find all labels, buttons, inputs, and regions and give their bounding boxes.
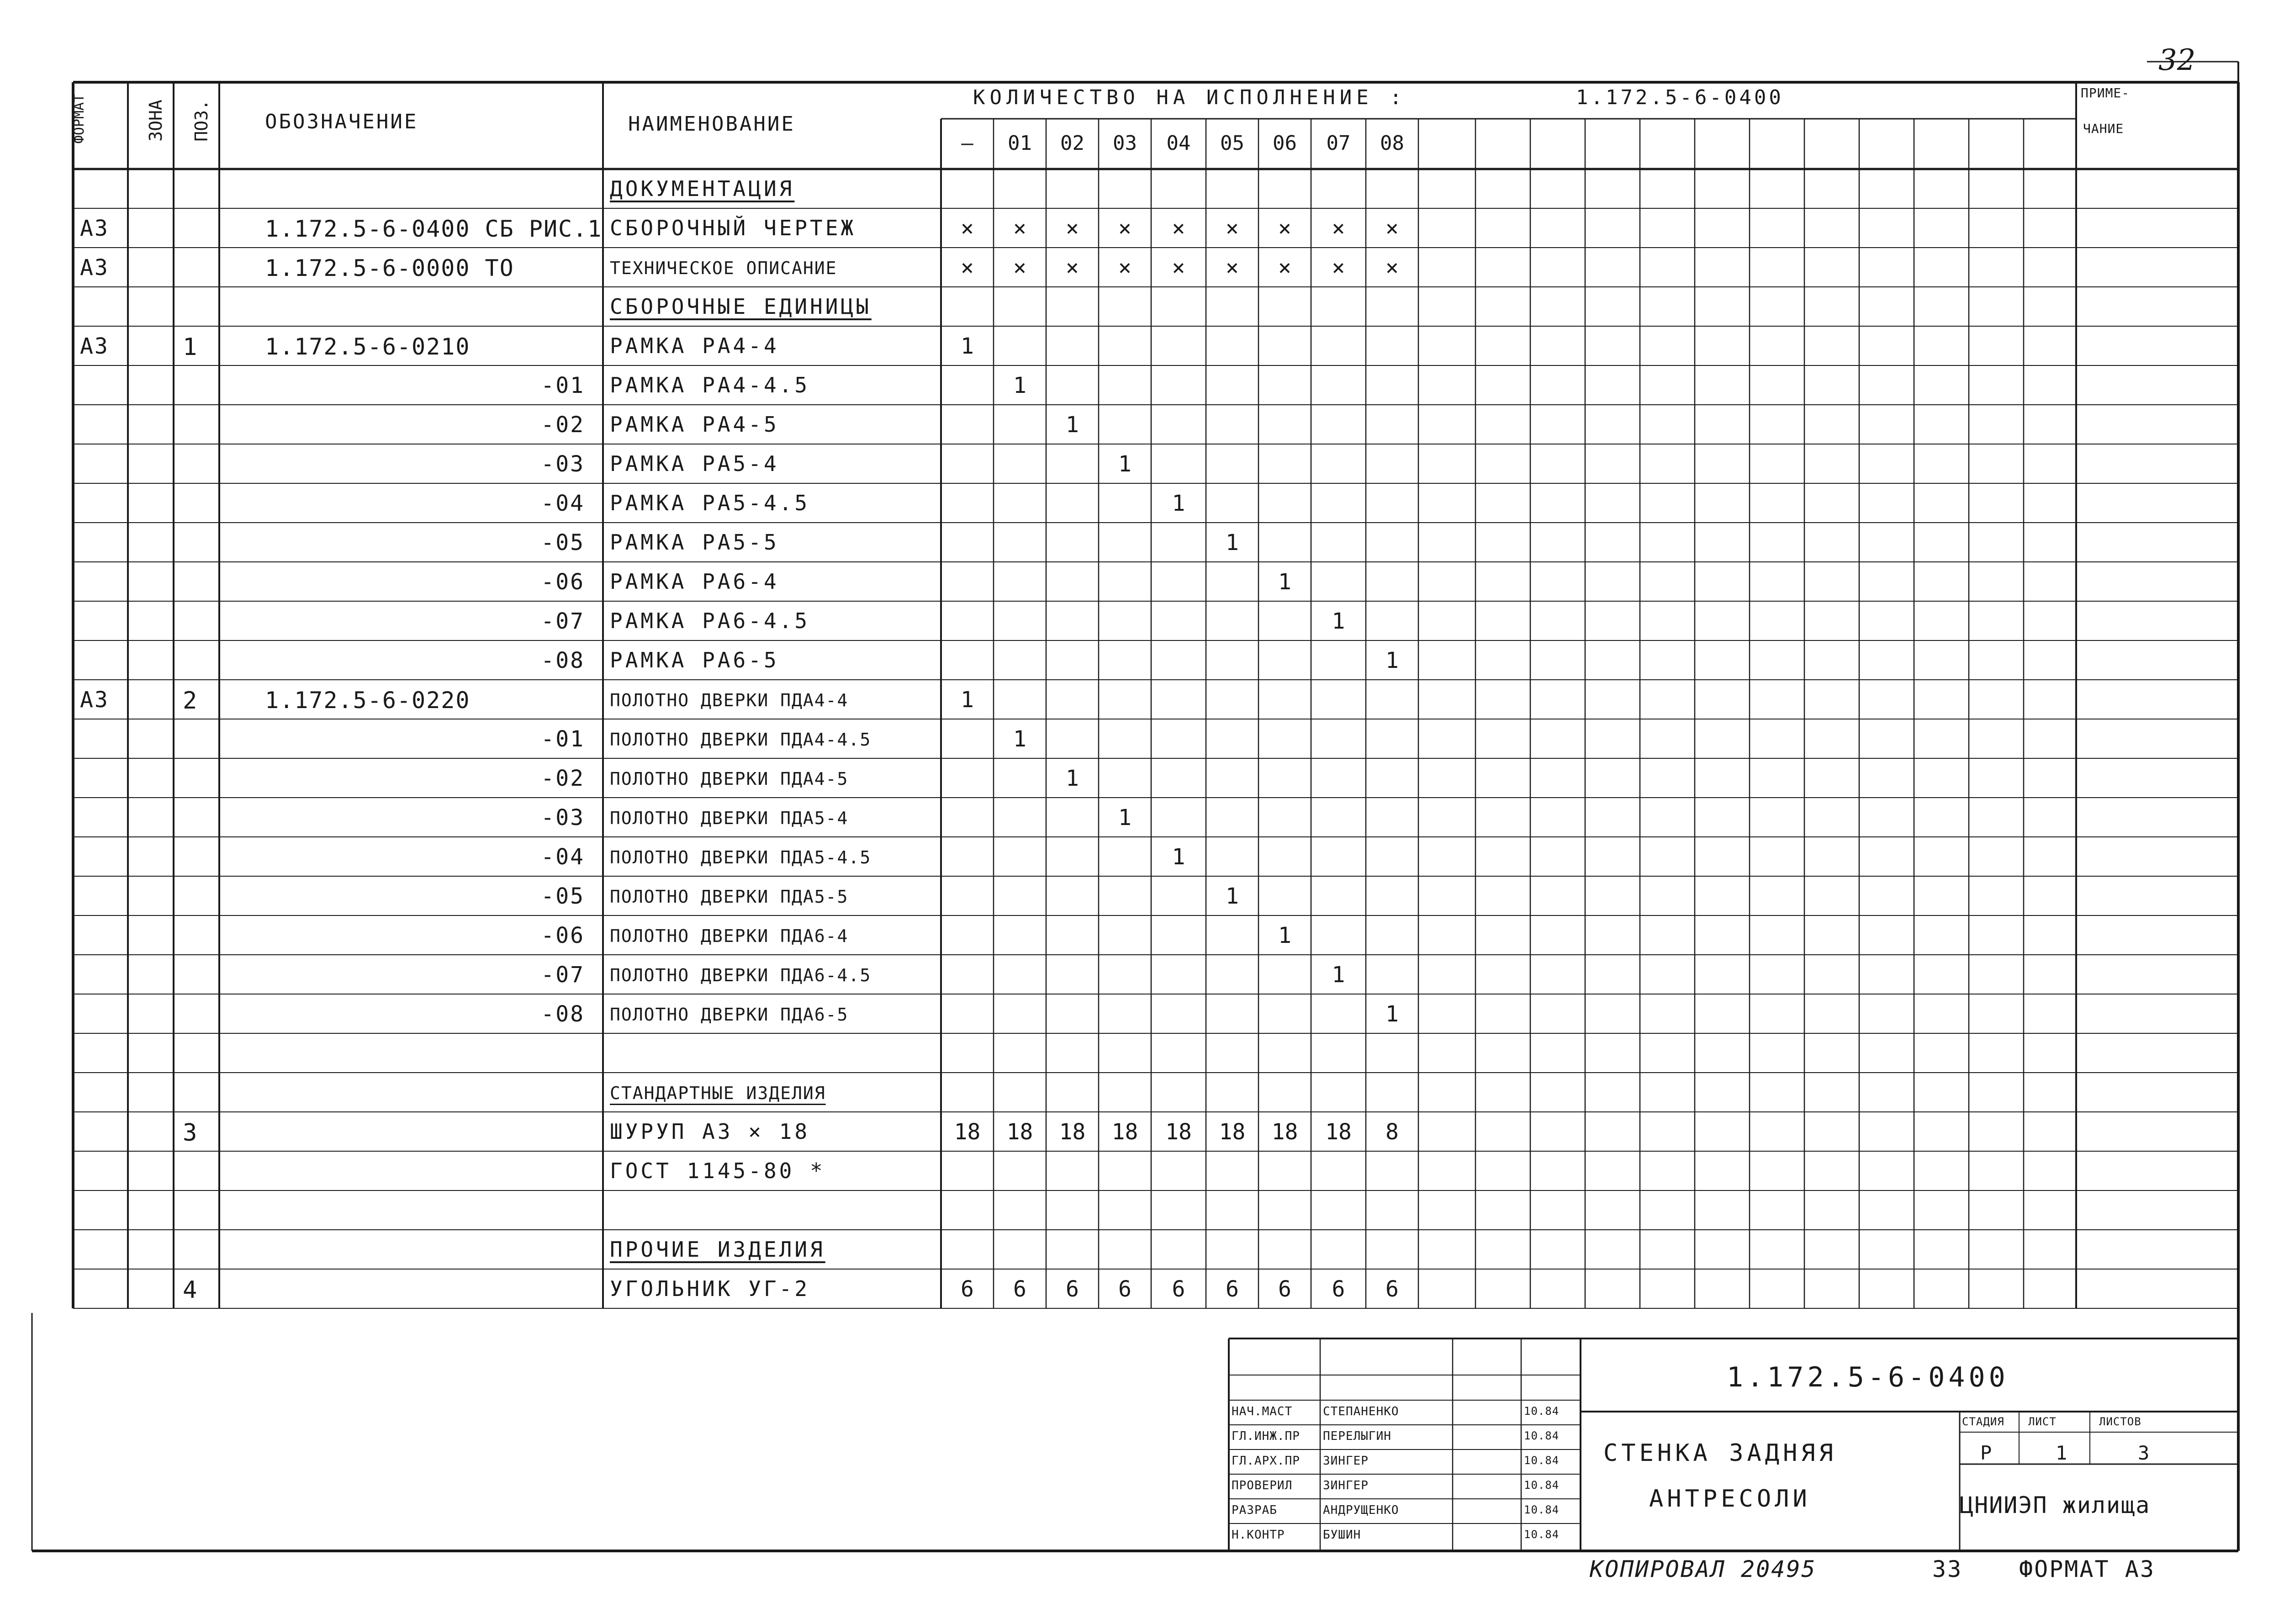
- row-name: ПОЛОТНО ДВЕРКИ ПДА6-4: [610, 926, 849, 946]
- qty-cell: 1: [1332, 608, 1345, 634]
- qty-cell: 1: [1226, 883, 1239, 909]
- role-name: БУШИН: [1323, 1528, 1361, 1542]
- qty-cell: ×: [1118, 255, 1131, 280]
- qty-cell: 18: [954, 1119, 981, 1145]
- role-name: ПЕРЕЛЫГИН: [1323, 1429, 1391, 1443]
- qty-cell: 1: [1066, 412, 1079, 438]
- row-name: РАМКА РА6-5: [610, 648, 779, 672]
- variant-header-7: 07: [1326, 132, 1351, 155]
- row-name: УГОЛЬНИК УГ-2: [610, 1276, 810, 1301]
- row-pos: 2: [183, 687, 199, 714]
- header-quantity-code: 1.172.5-6-0400: [1576, 86, 1784, 109]
- qty-cell: 1: [1278, 569, 1291, 595]
- qty-cell: 8: [1385, 1119, 1399, 1145]
- qty-cell: 6: [1066, 1276, 1079, 1302]
- row-name: ГОСТ 1145-80 *: [610, 1158, 825, 1183]
- qty-cell: 6: [1332, 1276, 1345, 1302]
- row-designation: -07: [541, 962, 585, 988]
- qty-cell: ×: [1013, 216, 1026, 241]
- row-name: ПОЛОТНО ДВЕРКИ ПДА5-4: [610, 808, 849, 828]
- row-name: ПОЛОТНО ДВЕРКИ ПДА6-4.5: [610, 965, 872, 985]
- section-heading: ПРОЧИЕ ИЗДЕЛИЯ: [610, 1237, 825, 1262]
- page-number: 32: [2158, 43, 2196, 77]
- qty-cell: 1: [1118, 451, 1131, 477]
- role-label: ПРОВЕРИЛ: [1232, 1479, 1293, 1492]
- row-designation: 1.172.5-6-0400 СБ РИС.1: [265, 216, 603, 242]
- qty-cell: ×: [1226, 255, 1239, 280]
- row-name: РАМКА РА5-5: [610, 530, 779, 555]
- row-designation: -06: [541, 569, 585, 595]
- role-date: 10.84: [1524, 1528, 1560, 1541]
- title-block-stage: Р: [1980, 1442, 1993, 1464]
- row-pos: 4: [183, 1276, 199, 1304]
- row-designation: -03: [541, 451, 585, 477]
- role-name: ЗИНГЕР: [1323, 1454, 1369, 1468]
- header-note-line2: ЧАНИЕ: [2083, 121, 2124, 136]
- qty-cell: ×: [1172, 255, 1185, 280]
- title-block-stage-label: СТАДИЯ: [1962, 1415, 2004, 1428]
- row-designation: -04: [541, 491, 585, 516]
- row-name: ПОЛОТНО ДВЕРКИ ПДА5-5: [610, 887, 849, 907]
- qty-cell: 1: [1332, 962, 1345, 988]
- qty-cell: ×: [1385, 255, 1399, 280]
- variant-header-3: 03: [1113, 132, 1137, 155]
- section-heading: ДОКУМЕНТАЦИЯ: [610, 176, 795, 201]
- header-note-line1: ПРИМЕ-: [2081, 85, 2130, 101]
- role-date: 10.84: [1524, 1429, 1560, 1442]
- row-name: РАМКА РА5-4.5: [610, 491, 810, 515]
- qty-cell: 18: [1219, 1119, 1246, 1145]
- header-pos: ПОЗ.: [191, 100, 211, 142]
- qty-cell: 6: [1172, 1276, 1185, 1302]
- variant-header-6: 06: [1273, 132, 1297, 155]
- row-designation: -02: [541, 766, 585, 791]
- title-block-doc-code: 1.172.5-6-0400: [1727, 1361, 2009, 1393]
- variant-header-0: –: [961, 132, 973, 155]
- row-name: РАМКА РА4-4.5: [610, 373, 810, 397]
- title-block-sheets: 3: [2138, 1442, 2151, 1464]
- role-label: РАЗРАБ: [1232, 1503, 1277, 1517]
- variant-header-8: 08: [1380, 132, 1404, 155]
- header-quantity-title: КОЛИЧЕСТВО НА ИСПОЛНЕНИЕ :: [973, 86, 1406, 109]
- qty-cell: ×: [1066, 216, 1079, 241]
- role-date: 10.84: [1524, 1454, 1560, 1467]
- qty-cell: 1: [1385, 1001, 1399, 1027]
- row-name: РАМКА РА6-4: [610, 569, 779, 594]
- qty-cell: 1: [961, 333, 974, 359]
- section-heading: СТАНДАРТНЫЕ ИЗДЕЛИЯ: [610, 1083, 826, 1103]
- row-designation: -05: [541, 530, 585, 555]
- row-name: РАМКА РА4-5: [610, 412, 779, 437]
- row-designation: -01: [541, 726, 585, 752]
- title-block-sheet: 1: [2056, 1442, 2069, 1464]
- row-name: РАМКА РА5-4: [610, 451, 779, 476]
- qty-cell: 6: [1385, 1276, 1399, 1302]
- qty-cell: 6: [1118, 1276, 1131, 1302]
- role-label: НАЧ.МАСТ: [1232, 1405, 1293, 1418]
- header-designation: ОБОЗНАЧЕНИЕ: [265, 110, 418, 133]
- row-format: А3: [80, 216, 109, 241]
- qty-cell: ×: [1118, 216, 1131, 241]
- footer-format: ФОРМАТ А3: [2019, 1556, 2155, 1582]
- role-name: АНДРУЩЕНКО: [1323, 1503, 1399, 1517]
- row-name: ПОЛОТНО ДВЕРКИ ПДА4-4: [610, 690, 849, 710]
- row-designation: -02: [541, 412, 585, 438]
- role-date: 10.84: [1524, 1503, 1560, 1516]
- qty-cell: ×: [1332, 216, 1345, 241]
- qty-cell: 1: [1172, 491, 1185, 516]
- title-block-title-line2: АНТРЕСОЛИ: [1649, 1485, 1811, 1513]
- row-pos: 3: [183, 1119, 199, 1147]
- qty-cell: ×: [1332, 255, 1345, 280]
- header-zone: ЗОНА: [145, 100, 166, 142]
- qty-cell: 18: [1325, 1119, 1352, 1145]
- qty-cell: ×: [1226, 216, 1239, 241]
- row-name: ПОЛОТНО ДВЕРКИ ПДА6-5: [610, 1005, 849, 1025]
- variant-header-5: 05: [1220, 132, 1244, 155]
- footer-sheet-no: 33: [1932, 1556, 1963, 1582]
- row-designation: -01: [541, 373, 585, 398]
- row-format: А3: [80, 333, 109, 359]
- row-format: А3: [80, 687, 109, 713]
- row-designation: 1.172.5-6-0220: [265, 687, 471, 714]
- title-block-org: ЦНИИЭП жилища: [1960, 1492, 2151, 1518]
- row-designation: 1.172.5-6-0210: [265, 333, 471, 360]
- qty-cell: 18: [1271, 1119, 1298, 1145]
- row-designation: -05: [541, 883, 585, 909]
- qty-cell: 1: [1013, 373, 1026, 398]
- row-name: ТЕХНИЧЕСКОЕ ОПИСАНИЕ: [610, 258, 837, 278]
- row-name: ПОЛОТНО ДВЕРКИ ПДА4-5: [610, 769, 849, 789]
- role-label: Н.КОНТР: [1232, 1528, 1285, 1542]
- title-block-title-line1: СТЕНКА ЗАДНЯЯ: [1603, 1439, 1837, 1467]
- qty-cell: 1: [1118, 805, 1131, 831]
- header-name: НАИМЕНОВАНИЕ: [628, 112, 795, 136]
- variant-header-1: 01: [1008, 132, 1032, 155]
- qty-cell: 6: [961, 1276, 974, 1302]
- row-name: ПОЛОТНО ДВЕРКИ ПДА4-4.5: [610, 730, 872, 750]
- role-date: 10.84: [1524, 1479, 1560, 1492]
- role-date: 10.84: [1524, 1405, 1560, 1418]
- qty-cell: 18: [1165, 1119, 1192, 1145]
- title-block-sheet-label: ЛИСТ: [2028, 1415, 2057, 1428]
- qty-cell: 1: [1066, 766, 1079, 791]
- role-name: ЗИНГЕР: [1323, 1479, 1369, 1492]
- qty-cell: 1: [961, 687, 974, 713]
- qty-cell: 1: [1226, 530, 1239, 555]
- role-label: ГЛ.АРХ.ПР: [1232, 1454, 1300, 1468]
- qty-cell: 1: [1013, 726, 1026, 752]
- qty-cell: 1: [1278, 923, 1291, 948]
- qty-cell: 6: [1278, 1276, 1291, 1302]
- header-format: ФОРМАТ: [71, 94, 88, 144]
- row-name: РАМКА РА4-4: [610, 333, 779, 358]
- row-name: РАМКА РА6-4.5: [610, 608, 810, 633]
- row-designation: -03: [541, 805, 585, 831]
- row-designation: 1.172.5-6-0000 ТО: [265, 255, 514, 281]
- role-label: ГЛ.ИНЖ.ПР: [1232, 1429, 1300, 1443]
- qty-cell: 18: [1059, 1119, 1086, 1145]
- row-designation: -07: [541, 608, 585, 634]
- qty-cell: ×: [961, 255, 974, 280]
- row-format: А3: [80, 255, 109, 280]
- qty-cell: 1: [1385, 648, 1399, 673]
- qty-cell: ×: [1278, 216, 1291, 241]
- qty-cell: 6: [1226, 1276, 1239, 1302]
- qty-cell: 18: [1111, 1119, 1138, 1145]
- qty-cell: ×: [961, 216, 974, 241]
- qty-cell: ×: [1172, 216, 1185, 241]
- qty-cell: ×: [1278, 255, 1291, 280]
- row-name: СБОРОЧНЫЙ ЧЕРТЕЖ: [610, 216, 856, 240]
- title-block-sheets-label: ЛИСТОВ: [2099, 1415, 2141, 1428]
- variant-header-2: 02: [1060, 132, 1084, 155]
- footer-copied: КОПИРОВАЛ 20495: [1590, 1556, 1817, 1582]
- row-designation: -08: [541, 1001, 585, 1027]
- row-pos: 1: [183, 333, 199, 361]
- row-name: ШУРУП А3 × 18: [610, 1119, 810, 1144]
- qty-cell: ×: [1385, 216, 1399, 241]
- qty-cell: ×: [1066, 255, 1079, 280]
- qty-cell: ×: [1013, 255, 1026, 280]
- qty-cell: 1: [1172, 844, 1185, 870]
- row-designation: -06: [541, 923, 585, 948]
- row-designation: -08: [541, 648, 585, 673]
- variant-header-4: 04: [1166, 132, 1191, 155]
- row-name: ПОЛОТНО ДВЕРКИ ПДА5-4.5: [610, 847, 872, 868]
- qty-cell: 6: [1013, 1276, 1026, 1302]
- row-designation: -04: [541, 844, 585, 870]
- role-name: СТЕПАНЕНКО: [1323, 1405, 1399, 1418]
- section-heading: СБОРОЧНЫЕ ЕДИНИЦЫ: [610, 294, 872, 319]
- qty-cell: 18: [1006, 1119, 1033, 1145]
